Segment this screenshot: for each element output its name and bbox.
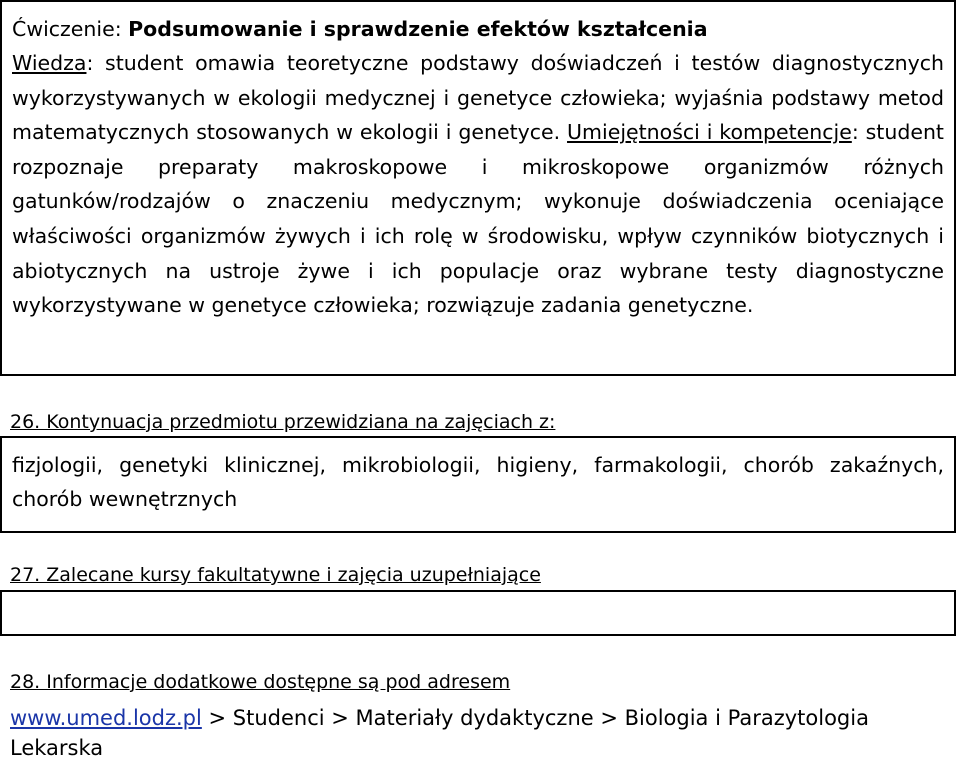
knowledge-text: : student omawia teoretyczne podstawy doświadczeń i testów diagnostycznych wykorzystywanych w ekologii medycznej i genetyce człowieka; wyjaśnia podstawy metod matematycznych stosowanych w ekologii i genetyce. (12, 51, 944, 145)
learning-outcomes (12, 46, 944, 323)
skills-text: : student rozpoznaje preparaty makroskopowe i mikroskopowe organizmów różnych gatunków/rodzajów o znaczeniu medycznym; wykonuje doświadczenia oceniające właściwości organizmów żywych i ich rolę w środowisku, wpływ czynników biotycznych i abiotycznych na ustroje żywe i ich populacje oraz wybrane testy diagnostyczne wykorzystywane w genetyce człowieka; rozwiązuje zadania genetyczne. (12, 120, 944, 318)
section-28-heading: 28. Informacje dodatkowe dostępne są pod adresem (10, 671, 511, 693)
exercise-box (0, 0, 956, 376)
section-28-info (10, 703, 950, 763)
skills-label: Umiejętności i kompetencje (567, 120, 852, 145)
navigation-path: > Studenci > Materiały dydaktyczne > Biologia i Parazytologia Lekarska (10, 706, 869, 760)
section-26-box (0, 436, 956, 533)
exercise-title-line (12, 14, 944, 44)
website-link[interactable]: www.umed.lodz.pl (10, 706, 202, 730)
exercise-title: Podsumowanie i sprawdzenie efektów kształcenia (128, 17, 708, 41)
exercise-prefix: Ćwiczenie: (12, 17, 129, 41)
section-26-heading: 26. Kontynuacja przedmiotu przewidziana na zajęciach z: (10, 411, 556, 433)
knowledge-label: Wiedza (12, 51, 87, 75)
section-27-heading: 27. Zalecane kursy fakultatywne i zajęcia uzupełniające (10, 564, 541, 586)
section-26-content: fizjologii, genetyki klinicznej, mikrobiologii, higieny, farmakologii, chorób zakaźnych, chorób wewnętrznych (12, 453, 944, 511)
section-27-box (0, 590, 956, 636)
